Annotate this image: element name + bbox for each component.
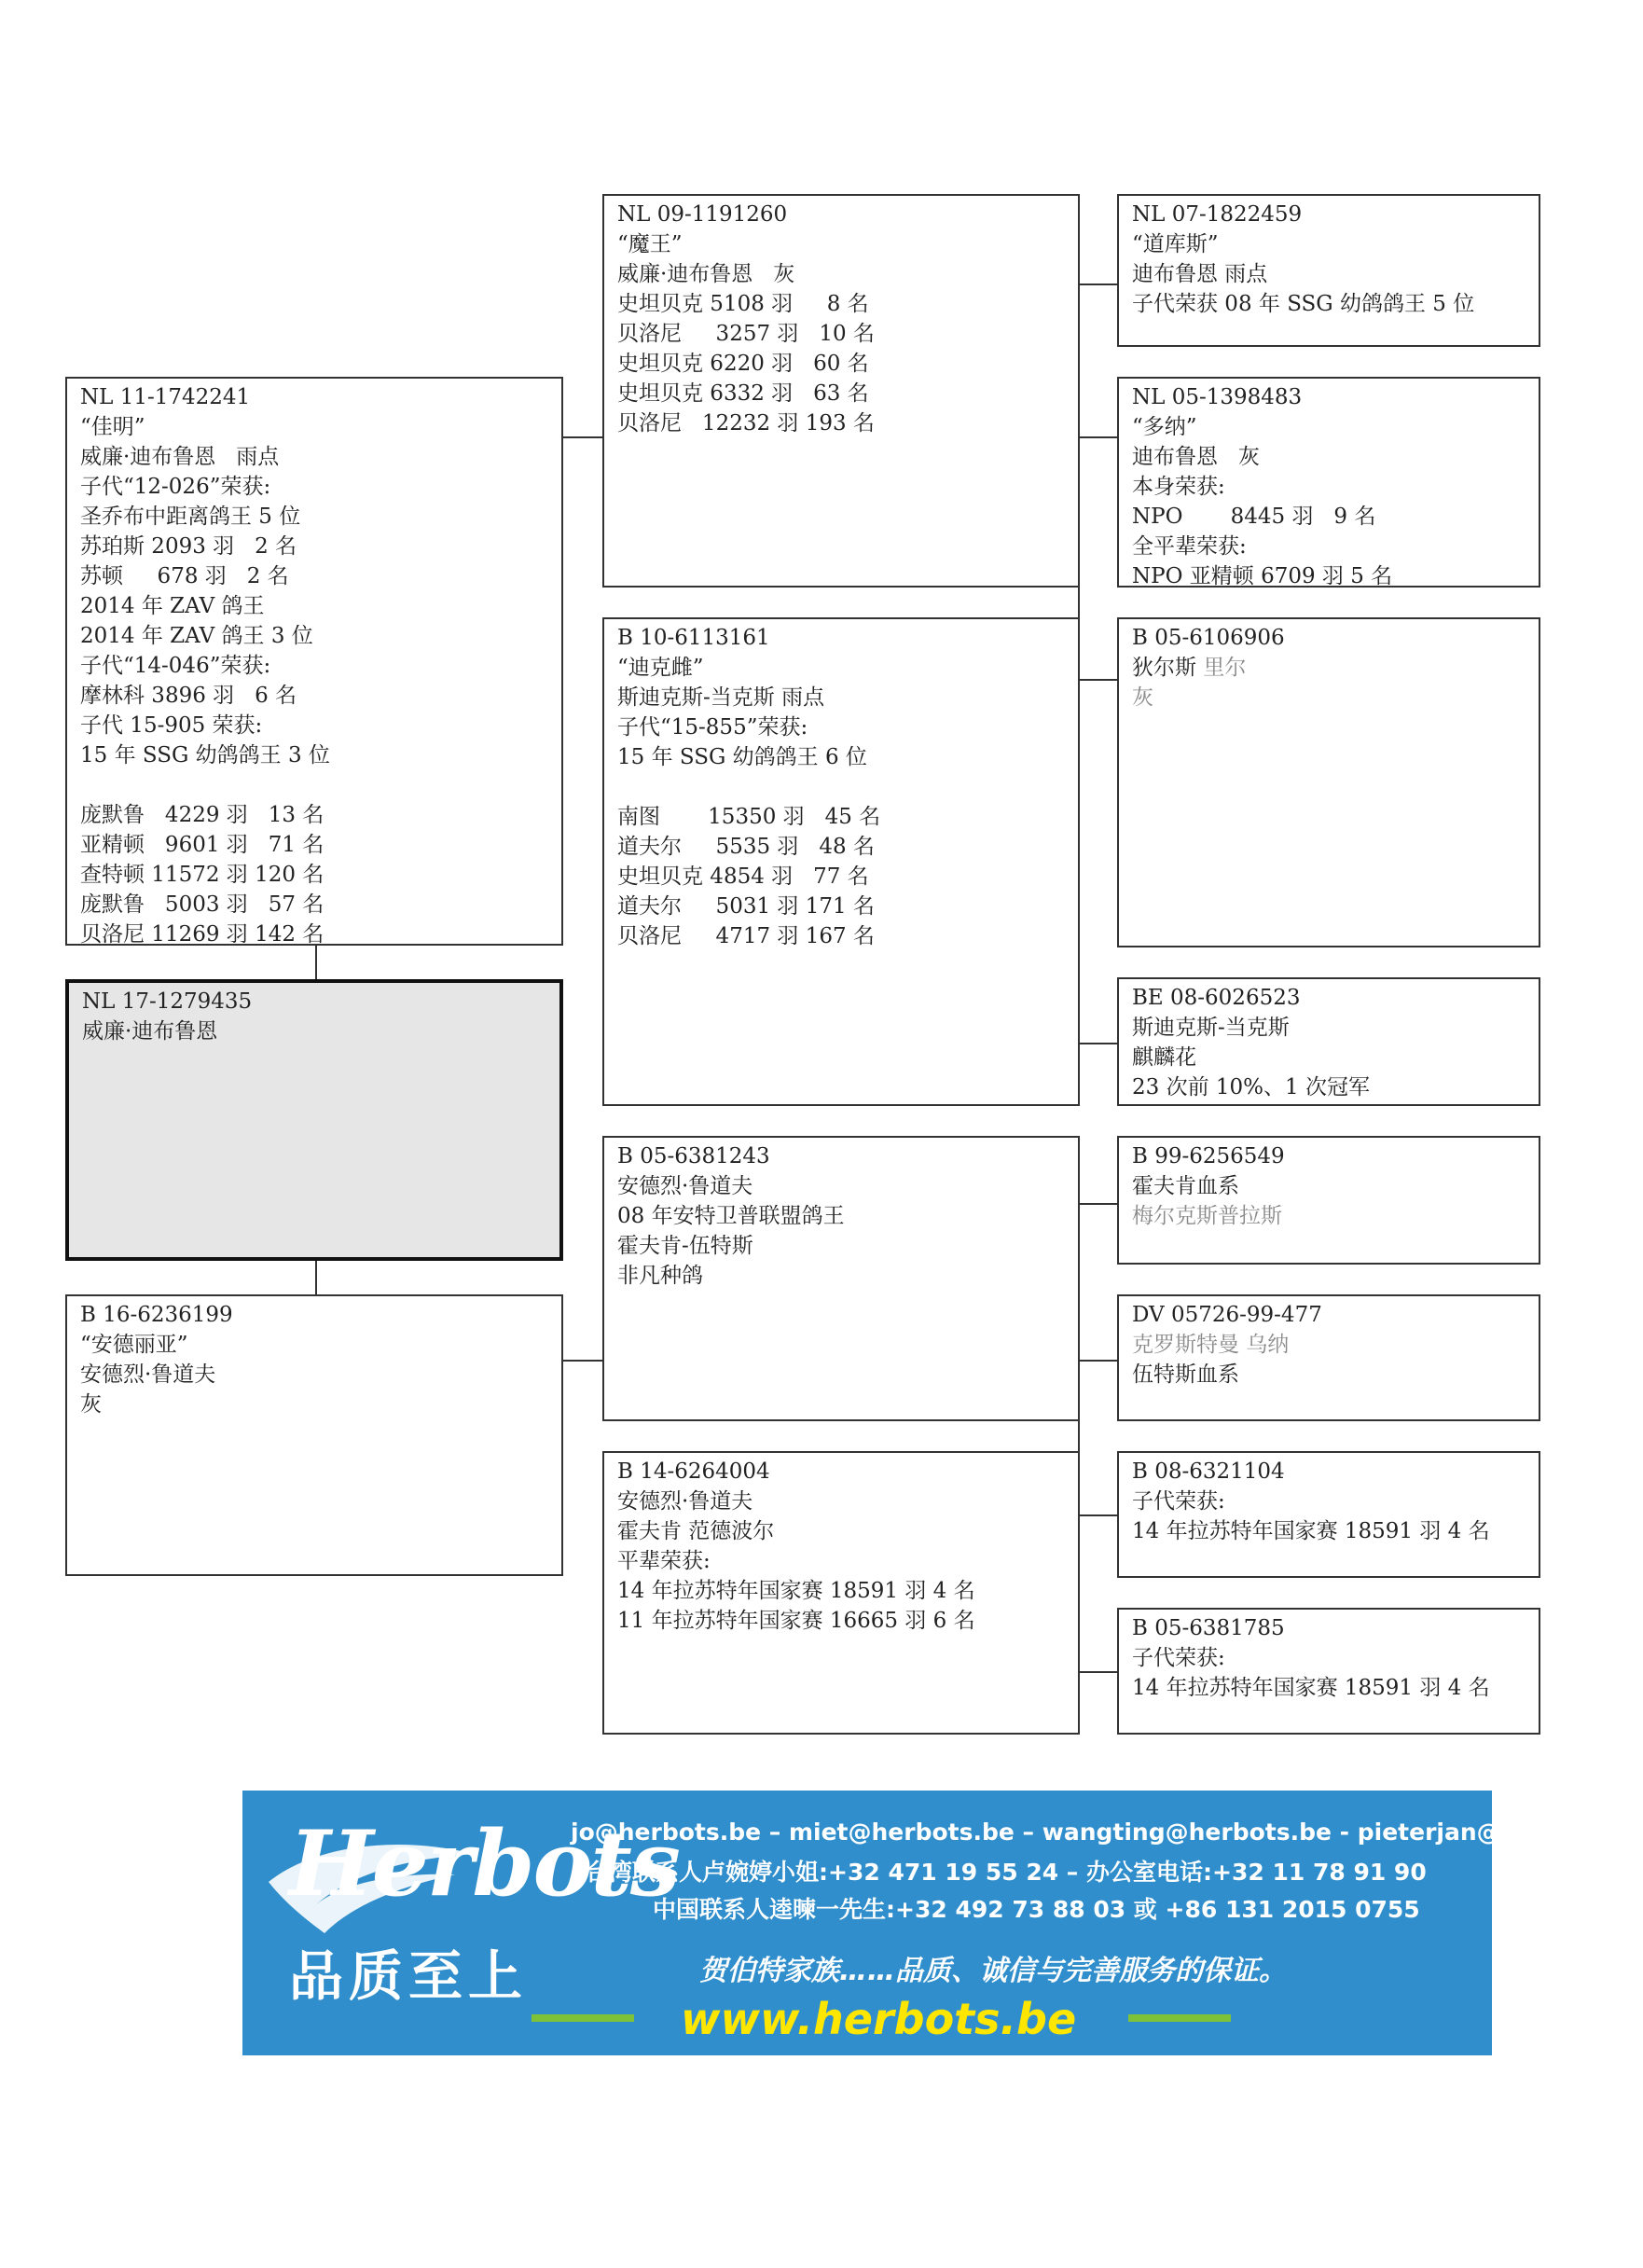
connector (1078, 1043, 1117, 1044)
pedigree-text: NL 07-1822459 (1132, 202, 1303, 227)
pedigree-line (1132, 1360, 1526, 1390)
ring-number (1132, 1613, 1526, 1643)
pedigree-text: 平辈荣获: (617, 1549, 711, 1573)
pedigree-line (617, 1487, 1065, 1516)
pedigree-text: NPO 亚精顿 6709 羽 5 名 (1132, 564, 1393, 588)
pedigree-text: “多纳” (1132, 415, 1197, 439)
pedigree-line (1132, 1516, 1526, 1546)
pedigree-text: 子代“12-026”荣获: (80, 475, 271, 499)
ring-number (617, 623, 1065, 653)
banner-tagline: 贺伯特家族……品质、诚信与完善服务的保证。 (699, 1955, 1287, 1987)
pedigree-text: 庞默鲁 5003 羽 57 名 (80, 892, 324, 917)
pedigree-text: “道库斯” (1132, 232, 1219, 256)
pedigree-line (80, 740, 548, 770)
ring-number (1132, 200, 1526, 229)
pedigree-line (80, 621, 548, 651)
connector (563, 1360, 602, 1362)
pedigree-line (80, 830, 548, 860)
pedigree-text: B 10-6113161 (617, 626, 770, 650)
pedigree-line (1132, 1072, 1526, 1102)
pedigree-text: B 05-6106906 (1132, 626, 1285, 650)
pedigree-line (80, 532, 548, 561)
pedigree-text-faded: 梅尔克斯普拉斯 (1132, 1204, 1282, 1228)
pedigree-line (1132, 259, 1526, 289)
pedigree-line (1132, 1330, 1526, 1360)
pedigree-line (617, 1231, 1065, 1261)
pedigree-line (617, 832, 1065, 862)
pedigree-line (617, 408, 1065, 438)
pedigree-text: 15 年 SSG 幼鸽鸽王 6 位 (617, 745, 867, 769)
connector (1078, 1514, 1117, 1516)
pedigree-line (82, 1016, 546, 1046)
pedigree-line (80, 1390, 548, 1419)
connector (1078, 284, 1117, 285)
pedigree-text: 安德烈·鲁道夫 (617, 1489, 753, 1514)
connector (563, 436, 602, 438)
pedigree-line (80, 472, 548, 502)
pedigree-text: 子代荣获 08 年 SSG 幼鸽鸽王 5 位 (1132, 292, 1475, 316)
pedigree-line (1132, 472, 1526, 502)
pedigree-text: B 05-6381243 (617, 1144, 770, 1169)
pedigree-line (617, 1546, 1065, 1576)
pedigree-text: 本身荣获: (1132, 475, 1225, 499)
pedigree-text: 威廉·迪布鲁恩 (82, 1019, 218, 1044)
pedigree-text: 子代 15-905 荣获: (80, 713, 263, 738)
pedigree-text: 安德烈·鲁道夫 (80, 1362, 216, 1387)
pedigree-line (1132, 1171, 1526, 1201)
pedigree-line (80, 1330, 548, 1360)
pedigree-text: 亚精顿 9601 羽 71 名 (80, 833, 324, 857)
pedigree-text: 安德烈·鲁道夫 (617, 1174, 753, 1198)
ring-number (617, 1457, 1065, 1487)
pedigree-text: 查特顿 11572 羽 120 名 (80, 863, 324, 887)
decorative-bar-left (532, 2014, 634, 2022)
pedigree-line (617, 921, 1065, 951)
pedigree-line (617, 1576, 1065, 1606)
pedigree-text: NPO 8445 羽 9 名 (1132, 505, 1376, 529)
pedigree-text: 史坦贝克 6332 羽 63 名 (617, 381, 869, 406)
pedigree-line (617, 862, 1065, 892)
pedigree-line (1132, 1013, 1526, 1043)
pedigree-line (1132, 1201, 1526, 1231)
pedigree-text: 威廉·迪布鲁恩 灰 (617, 262, 795, 286)
pedigree-line (80, 920, 548, 949)
pedigree-line (80, 860, 548, 890)
pedigree-text: 非凡种鸽 (617, 1264, 703, 1288)
pedigree-text: 苏顿 678 羽 2 名 (80, 564, 289, 588)
pedigree-text: 全平辈荣获: (1132, 534, 1247, 559)
pedigree-text: NL 11-1742241 (80, 385, 251, 409)
pedigree-line (617, 742, 1065, 772)
banner-slogan: 品质至上 (289, 1944, 529, 2008)
pedigree-line (80, 412, 548, 442)
pedigree-line (80, 770, 548, 800)
pedigree-text: 霍夫肯 范德波尔 (617, 1519, 775, 1543)
pedigree-text: 23 次前 10%、1 次冠军 (1132, 1075, 1370, 1099)
grand-dd-sire-box (1117, 1451, 1540, 1578)
pedigree-text: 南图 15350 羽 45 名 (617, 805, 881, 829)
ring-number (1132, 983, 1526, 1013)
pedigree-text: 迪布鲁恩 雨点 (1132, 262, 1268, 286)
decorative-bar-right (1128, 2014, 1231, 2022)
pedigree-text: 摩林科 3896 羽 6 名 (80, 684, 297, 708)
banner-emails[interactable]: jo@herbots.be – miet@herbots.be – wangting@herbots.be - pieterjan@herbots.be (571, 1819, 1643, 1846)
pedigree-text: DV 05726-99-477 (1132, 1303, 1322, 1327)
grand-ss-dam-box (1117, 377, 1540, 588)
ring-number (617, 1141, 1065, 1171)
pedigree-line (1132, 1487, 1526, 1516)
pedigree-line (1132, 532, 1526, 561)
pedigree-text: 14 年拉苏特年国家赛 18591 羽 4 名 (617, 1579, 975, 1603)
grand-sd-sire-box (1117, 617, 1540, 947)
pedigree-line (617, 289, 1065, 319)
ring-number (1132, 1300, 1526, 1330)
pedigree-text: NL 09-1191260 (617, 202, 788, 227)
pedigree-line (617, 772, 1065, 802)
dam-sire-box (602, 1136, 1080, 1421)
pedigree-text: 2014 年 ZAV 鸽王 3 位 (80, 624, 313, 648)
pedigree-text: 苏珀斯 2093 羽 2 名 (80, 534, 297, 559)
pedigree-line (617, 653, 1065, 683)
pedigree-text: 威廉·迪布鲁恩 雨点 (80, 445, 280, 469)
pedigree-line (617, 1201, 1065, 1231)
pedigree-text: “安德丽亚” (80, 1333, 188, 1357)
pedigree-text: 子代荣获: (1132, 1646, 1225, 1670)
ring-number (617, 200, 1065, 229)
pedigree-line (80, 890, 548, 920)
pedigree-text: 贝洛尼 12232 羽 193 名 (617, 411, 875, 436)
pedigree-text: B 99-6256549 (1132, 1144, 1285, 1169)
pedigree-text: 史坦贝克 4854 羽 77 名 (617, 864, 869, 889)
pedigree-line (617, 892, 1065, 921)
pedigree-text: 斯迪克斯-当克斯 雨点 (617, 685, 825, 710)
pedigree-line (617, 349, 1065, 379)
connector (1078, 436, 1117, 438)
pedigree-text: NL 05-1398483 (1132, 385, 1303, 409)
pedigree-line (617, 683, 1065, 712)
pedigree-text: 史坦贝克 6220 羽 60 名 (617, 352, 869, 376)
pedigree-text: “佳明” (80, 415, 145, 439)
banner-taiwan-contact: 台湾联系人卢婉婷小姐:+32 471 19 55 24 – 办公室电话:+32 11 78 91 90 (586, 1859, 1427, 1886)
dam-dam-box (602, 1451, 1080, 1735)
pedigree-text: 11 年拉苏特年国家赛 16665 羽 6 名 (617, 1609, 975, 1633)
pedigree-text: B 08-6321104 (1132, 1459, 1285, 1484)
grand-ss-sire-box (1117, 194, 1540, 347)
ring-number (1132, 1457, 1526, 1487)
pedigree-line (80, 442, 548, 472)
grand-ds-dam-box (1117, 1294, 1540, 1421)
pedigree-line (1132, 289, 1526, 319)
pedigree-line (617, 319, 1065, 349)
pedigree-text: 灰 (80, 1392, 102, 1417)
sire-sire-box (602, 194, 1080, 588)
pedigree-line (1132, 1043, 1526, 1072)
pedigree-text: NL 17-1279435 (82, 989, 253, 1014)
pedigree-line (80, 681, 548, 711)
grand-ds-sire-box (1117, 1136, 1540, 1265)
banner-website-link[interactable]: www.herbots.be (681, 1994, 1077, 2044)
pedigree-text: 伍特斯血系 (1132, 1362, 1239, 1387)
herbots-banner (242, 1791, 1643, 2055)
connector (1078, 1671, 1117, 1673)
pedigree-text: BE 08-6026523 (1132, 986, 1301, 1010)
ring-number (1132, 1141, 1526, 1171)
pedigree-text: “迪克雌” (617, 656, 704, 680)
pedigree-text: 道夫尔 5031 羽 171 名 (617, 894, 875, 919)
pedigree-text: 狄尔斯 (1132, 656, 1204, 680)
pedigree-line (1132, 1643, 1526, 1673)
pedigree-line (617, 802, 1065, 832)
connector (315, 946, 317, 979)
pedigree-text: 子代“14-046”荣获: (80, 654, 271, 678)
pedigree-line (617, 229, 1065, 259)
pedigree-line (617, 1171, 1065, 1201)
pedigree-text: 子代荣获: (1132, 1489, 1225, 1514)
connector (315, 1261, 317, 1294)
pedigree-text-faded: 里尔 (1203, 656, 1247, 680)
pedigree-line (617, 1516, 1065, 1546)
pedigree-line (80, 651, 548, 681)
pedigree-text: 道夫尔 5535 羽 48 名 (617, 835, 875, 859)
connector (1078, 1203, 1117, 1205)
sire-dam-box (602, 617, 1080, 1106)
pedigree-line (617, 1261, 1065, 1291)
ring-number (82, 987, 546, 1016)
pedigree-line (80, 800, 548, 830)
pedigree-text: B 16-6236199 (80, 1303, 233, 1327)
pedigree-line (80, 561, 548, 591)
pedigree-text: 14 年拉苏特年国家赛 18591 羽 4 名 (1132, 1519, 1490, 1543)
pedigree-line (617, 1606, 1065, 1636)
connector (1078, 1360, 1117, 1362)
pedigree-text: B 05-6381785 (1132, 1616, 1285, 1640)
pedigree-text: 麒麟花 (1132, 1045, 1196, 1070)
pedigree-line (1132, 442, 1526, 472)
banner-china-contact: 中国联系人逵暕一先生:+32 492 73 88 03 或 +86 131 2015 0755 (653, 1896, 1420, 1923)
pedigree-text: 贝洛尼 4717 羽 167 名 (617, 924, 875, 948)
ring-number (80, 382, 548, 412)
grand-sd-dam-box (1117, 977, 1540, 1106)
pedigree-line (1132, 502, 1526, 532)
pedigree-text: 贝洛尼 3257 羽 10 名 (617, 322, 875, 346)
pedigree-text-faded: 克罗斯特曼 乌纳 (1132, 1333, 1290, 1357)
pedigree-text: 庞默鲁 4229 羽 13 名 (80, 803, 324, 827)
ring-number (1132, 623, 1526, 653)
pedigree-line (617, 712, 1065, 742)
ring-number (80, 1300, 548, 1330)
pedigree-text: 子代“15-855”荣获: (617, 715, 808, 740)
pedigree-text: 08 年安特卫普联盟鸽王 (617, 1204, 845, 1228)
pedigree-line (1132, 561, 1526, 591)
pedigree-line (617, 259, 1065, 289)
pedigree-line (617, 379, 1065, 408)
connector (1078, 679, 1117, 681)
pedigree-text: 圣乔布中距离鸽王 5 位 (80, 505, 301, 529)
pedigree-text-faded: 灰 (1132, 685, 1153, 710)
pedigree-line (80, 502, 548, 532)
pedigree-text: 15 年 SSG 幼鸽鸽王 3 位 (80, 743, 330, 768)
pedigree-text: 2014 年 ZAV 鸽王 (80, 594, 265, 618)
grand-dd-dam-box (1117, 1608, 1540, 1735)
herbots-logo-text: Herbots (289, 1811, 679, 1916)
subject-box (65, 979, 563, 1261)
sire-box (65, 377, 563, 946)
pedigree-line (80, 591, 548, 621)
pedigree-line (80, 1360, 548, 1390)
pedigree-text: 贝洛尼 11269 羽 142 名 (80, 922, 324, 947)
pedigree-text: 14 年拉苏特年国家赛 18591 羽 4 名 (1132, 1676, 1490, 1700)
pedigree-text: B 14-6264004 (617, 1459, 770, 1484)
pedigree-text: 史坦贝克 5108 羽 8 名 (617, 292, 869, 316)
pedigree-text: 迪布鲁恩 灰 (1132, 445, 1260, 469)
ring-number (1132, 382, 1526, 412)
pedigree-text: 霍夫肯-伍特斯 (617, 1234, 753, 1258)
pedigree-text: “魔王” (617, 232, 683, 256)
pedigree-text: 斯迪克斯-当克斯 (1132, 1016, 1290, 1040)
pedigree-text: 霍夫肯血系 (1132, 1174, 1239, 1198)
pedigree-line (1132, 412, 1526, 442)
dam-box (65, 1294, 563, 1576)
pedigree-line (80, 711, 548, 740)
pedigree-line (1132, 1673, 1526, 1703)
pedigree-line (1132, 229, 1526, 259)
pedigree-line (1132, 653, 1526, 683)
pedigree-line (1132, 683, 1526, 712)
